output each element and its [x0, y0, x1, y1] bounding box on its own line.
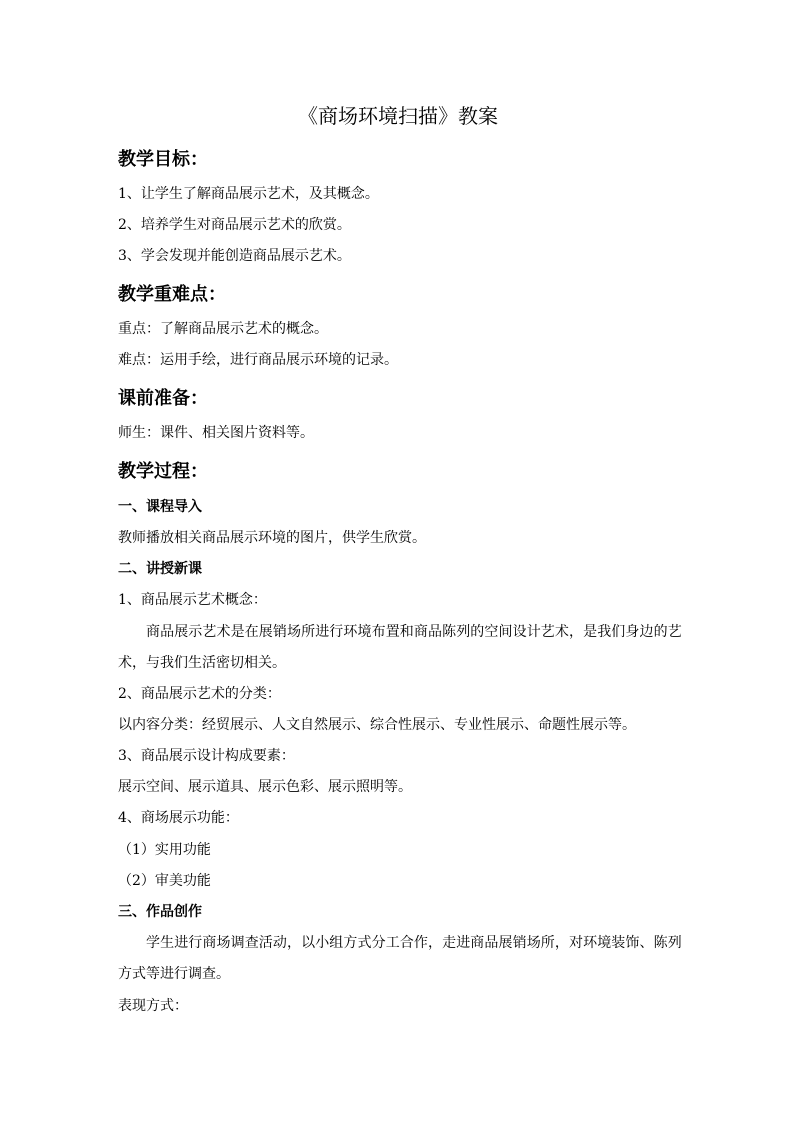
- heading-prep: 课前准备：: [118, 388, 208, 409]
- heading-process: 教学过程：: [118, 461, 208, 482]
- classification-label: 2、商品展示艺术的分类：: [118, 686, 281, 702]
- goal-item-2: 2、培养学生对商品展示艺术的欣赏。: [118, 217, 351, 233]
- concept-line-2: 术，与我们生活密切相关。: [118, 655, 286, 671]
- concept-label: 1、商品展示艺术概念：: [118, 592, 267, 608]
- document-title: 《商场环境扫描》教案: [298, 104, 498, 128]
- keypoint-focus: 重点：了解商品展示艺术的概念。: [118, 321, 328, 337]
- function-item-1: （1）实用功能: [118, 842, 211, 858]
- heading-creation: 三、作品创作: [118, 904, 202, 920]
- goal-item-3: 3、学会发现并能创造商品展示艺术。: [118, 248, 351, 264]
- elements-text: 展示空间、展示道具、展示色彩、展示照明等。: [118, 779, 412, 795]
- goal-item-1: 1、让学生了解商品展示艺术，及其概念。: [118, 186, 379, 202]
- elements-label: 3、商品展示设计构成要素：: [118, 748, 295, 764]
- heading-intro: 一、课程导入: [118, 499, 202, 515]
- heading-new-lesson: 二、讲授新课: [118, 561, 202, 577]
- keypoint-difficulty: 难点：运用手绘，进行商品展示环境的记录。: [118, 352, 398, 368]
- expression-label: 表现方式：: [118, 998, 188, 1014]
- classification-text: 以内容分类：经贸展示、人文自然展示、综合性展示、专业性展示、命题性展示等。: [118, 717, 636, 733]
- function-label: 4、商场展示功能：: [118, 810, 239, 826]
- creation-line-1: 学生进行商场调查活动，以小组方式分工合作，走进商品展销场所，对环境装饰、陈列: [146, 935, 682, 951]
- function-item-2: （2）审美功能: [118, 873, 211, 889]
- heading-goals: 教学目标：: [118, 149, 208, 170]
- creation-line-2: 方式等进行调查。: [118, 966, 230, 982]
- prep-item: 师生：课件、相关图片资料等。: [118, 425, 314, 441]
- concept-line-1: 商品展示艺术是在展销场所进行环境布置和商品陈列的空间设计艺术，是我们身边的艺: [146, 624, 682, 640]
- heading-keypoints: 教学重难点：: [118, 284, 226, 305]
- intro-text: 教师播放相关商品展示环境的图片，供学生欣赏。: [118, 530, 426, 546]
